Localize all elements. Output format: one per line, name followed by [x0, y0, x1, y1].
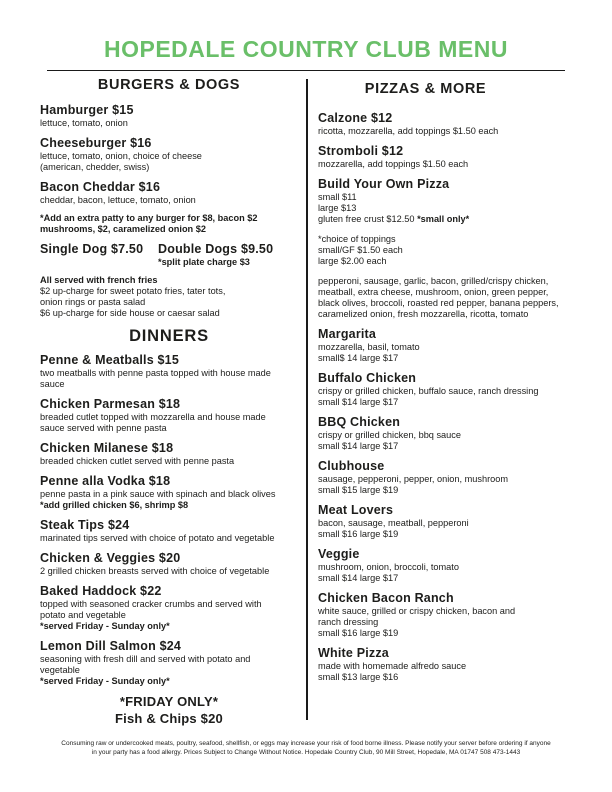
menu-item-desc: small$ 14 large $17	[318, 353, 399, 363]
menu-item-desc: ranch dressing	[318, 617, 379, 627]
menu-item-desc: *split plate charge $3	[158, 257, 250, 267]
menu-item-desc: small $14 large $17	[318, 441, 399, 451]
menu-item	[40, 136, 298, 173]
menu-item-desc: bacon, sausage, meatball, pepperoni	[318, 518, 469, 528]
menu-item-desc: lettuce, tomato, onion, choice of cheese	[40, 151, 202, 161]
column-divider	[306, 79, 308, 720]
dinners-list	[40, 353, 298, 687]
menu-item-desc: *served Friday - Sunday only*	[40, 621, 170, 631]
menu-item-desc-note: *small only*	[417, 214, 470, 224]
menu-item-desc: All served with french fries	[40, 275, 158, 285]
menu-item-title: Hamburger $15	[40, 103, 134, 117]
footer-line-2: in your party has a food allergy. Prices Subject to Change Without Notice. Hopedale Country Club, 90 Mill Street, Hopedale, MA 01747 508 473-1443	[91, 748, 521, 756]
menu-item-title: Chicken Bacon Ranch	[318, 591, 454, 605]
friday-only-label: *FRIDAY ONLY*	[119, 694, 219, 709]
menu-item-desc: large $13	[318, 203, 357, 213]
menu-item-desc: sauce	[40, 379, 65, 389]
menu-item-desc: *served Friday - Sunday only*	[40, 676, 170, 686]
menu-item-desc: ricotta, mozzarella, add toppings $1.50 each	[318, 126, 499, 136]
menu-item	[40, 551, 298, 577]
menu-item-desc: *choice of toppings	[318, 234, 396, 244]
menu-item-desc: penne pasta in a pink sauce with spinach and black olives	[40, 489, 276, 499]
menu-item	[40, 518, 298, 544]
menu-item-title: Single Dog $7.50	[40, 242, 144, 256]
menu-item-desc: small $15 large $19	[318, 485, 399, 495]
menu-item-desc: meatball, extra cheese, mushroom, onion, green pepper,	[318, 287, 549, 297]
menu-item	[318, 111, 606, 137]
section-header-dinners: DINNERS	[129, 327, 209, 345]
menu-item-desc: vegetable	[40, 665, 80, 675]
menu-item-desc: small $16 large $19	[318, 628, 399, 638]
menu-item-title: Clubhouse	[318, 459, 385, 473]
menu-item-title: Lemon Dill Salmon $24	[40, 639, 182, 653]
menu-item-title: Veggie	[318, 547, 360, 561]
menu-item-desc: cheddar, bacon, lettuce, tomato, onion	[40, 195, 196, 205]
menu-item	[40, 441, 298, 467]
menu-item-desc: small $14 large $17	[318, 573, 399, 583]
menu-item	[318, 144, 606, 170]
menu-item-desc: large $2.00 each	[318, 256, 387, 266]
menu-item-desc-text: gluten free crust $12.50	[318, 214, 418, 224]
menu-item	[40, 242, 298, 268]
menu-item-desc: mushrooms, $2, caramelized onion $2	[40, 224, 206, 234]
menu-item-desc: $2 up-charge for sweet potato fries, tater tots,	[40, 286, 226, 296]
menu-item	[318, 503, 606, 540]
menu-item-desc: black olives, broccoli, roasted red pepper, banana peppers,	[318, 298, 559, 308]
menu-item-desc: seasoning with fresh dill and served with potato and	[40, 654, 251, 664]
menu-item-desc: made with homemade alfredo sauce	[318, 661, 467, 671]
menu-item-desc: sausage, pepperoni, pepper, onion, mushroom	[318, 474, 509, 484]
menu-item	[318, 547, 606, 584]
menu-item-desc: 2 grilled chicken breasts served with choice of vegetable	[40, 566, 270, 576]
menu-item-title: Stromboli $12	[318, 144, 404, 158]
menu-item	[40, 474, 298, 511]
menu-item-desc: mozzarella, add toppings $1.50 each	[318, 159, 469, 169]
footer-line-1: Consuming raw or undercooked meats, poultry, seafood, shellfish, or eggs may increase your risk of food borne illness. Please notify your server before ordering if anyone	[61, 740, 551, 747]
menu-item-title: BBQ Chicken	[318, 415, 401, 429]
menu-item-title: Cheeseburger $16	[40, 136, 152, 150]
menu-item-desc: sauce served with penne pasta	[40, 423, 167, 433]
menu-item-column	[158, 242, 273, 268]
menu-item	[318, 591, 606, 639]
menu-item	[40, 353, 298, 390]
menu-item-desc: $6 up-charge for side house or caesar salad	[40, 308, 220, 318]
menu-item-desc: breaded chicken cutlet served with penne pasta	[40, 456, 235, 466]
menu-item	[318, 459, 606, 496]
menu-item	[40, 639, 298, 687]
footer-disclaimer	[0, 740, 612, 757]
menu-item-desc: white sauce, grilled or crispy chicken, bacon and	[318, 606, 516, 616]
menu-item	[40, 397, 298, 434]
menu-item-title: Penne & Meatballs $15	[40, 353, 179, 367]
menu-item-desc: onion rings or pasta salad	[40, 297, 146, 307]
menu-item-desc: crispy or grilled chicken, buffalo sauce, ranch dressing	[318, 386, 539, 396]
menu-item-title: Chicken Parmesan $18	[40, 397, 181, 411]
menu-item-title: Buffalo Chicken	[318, 371, 417, 385]
menu-item-desc: pepperoni, sausage, garlic, bacon, grilled/crispy chicken,	[318, 276, 549, 286]
right-column	[318, 80, 606, 690]
left-column	[40, 76, 298, 727]
menu-item-title: Double Dogs $9.50	[158, 242, 274, 256]
menu-item-desc: (american, chedder, swiss)	[40, 162, 150, 172]
menu-item-title: Chicken Milanese $18	[40, 441, 174, 455]
menu-item	[318, 177, 606, 225]
menu-item-title: Baked Haddock $22	[40, 584, 162, 598]
menu-item-desc: potato and vegetable	[40, 610, 126, 620]
burgers-list	[40, 103, 298, 319]
menu-item-desc: breaded cutlet topped with mozzarella and house made	[40, 412, 266, 422]
menu-item	[318, 415, 606, 452]
menu-item-desc: small $16 large $19	[318, 529, 399, 539]
menu-item-title: Steak Tips $24	[40, 518, 130, 532]
fish-and-chips-label: Fish & Chips $20	[115, 710, 223, 726]
menu-item-column	[40, 242, 158, 268]
menu-item-desc: small $11	[318, 192, 357, 202]
menu-item-title: Penne alla Vodka $18	[40, 474, 171, 488]
friday-special	[40, 694, 298, 727]
menu-item-title: Calzone $12	[318, 111, 393, 125]
title-divider	[47, 70, 565, 71]
menu-item	[40, 213, 298, 235]
menu-item	[40, 584, 298, 632]
menu-item-desc: *add grilled chicken $6, shrimp $8	[40, 500, 189, 510]
menu-item-desc: topped with seasoned cracker crumbs and served with	[40, 599, 262, 609]
section-header-pizzas-more: PIZZAS & MORE	[364, 81, 487, 97]
menu-item	[40, 275, 298, 319]
menu-item-desc: lettuce, tomato, onion	[40, 118, 128, 128]
menu-item-title: Chicken & Veggies $20	[40, 551, 181, 565]
menu-item	[318, 234, 606, 267]
menu-item-desc: marinated tips served with choice of potato and vegetable	[40, 533, 275, 543]
menu-item-title: Build Your Own Pizza	[318, 177, 450, 191]
menu-item-title: White Pizza	[318, 646, 389, 660]
menu-item-desc: two meatballs with penne pasta topped with house made	[40, 368, 271, 378]
menu-item-desc: *Add an extra patty to any burger for $8, bacon $2	[40, 213, 258, 223]
menu-item-desc: mushroom, onion, broccoli, tomato	[318, 562, 459, 572]
menu-item	[318, 327, 606, 364]
menu-item-desc	[318, 214, 606, 225]
page-title: HOPEDALE COUNTRY CLUB MENU	[103, 36, 508, 62]
menu-item-desc: small $13 large $16	[318, 672, 399, 682]
menu-item	[40, 180, 298, 206]
menu-item-desc: mozzarella, basil, tomato	[318, 342, 420, 352]
menu-item-title: Meat Lovers	[318, 503, 394, 517]
menu-item-desc: small $14 large $17	[318, 397, 399, 407]
section-header-burgers-dogs: BURGERS & DOGS	[97, 77, 241, 93]
menu-item-title: Margarita	[318, 327, 377, 341]
menu-item	[318, 276, 606, 320]
menu-item-desc: caramelized onion, fresh mozzarella, ricotta, tomato	[318, 309, 529, 319]
menu-item	[318, 646, 606, 683]
menu-item-title: Bacon Cheddar $16	[40, 180, 161, 194]
menu-item	[40, 103, 298, 129]
menu-item-desc: small/GF $1.50 each	[318, 245, 403, 255]
pizzas-list	[318, 111, 606, 683]
menu-item-desc: crispy or grilled chicken, bbq sauce	[318, 430, 461, 440]
menu-item	[318, 371, 606, 408]
